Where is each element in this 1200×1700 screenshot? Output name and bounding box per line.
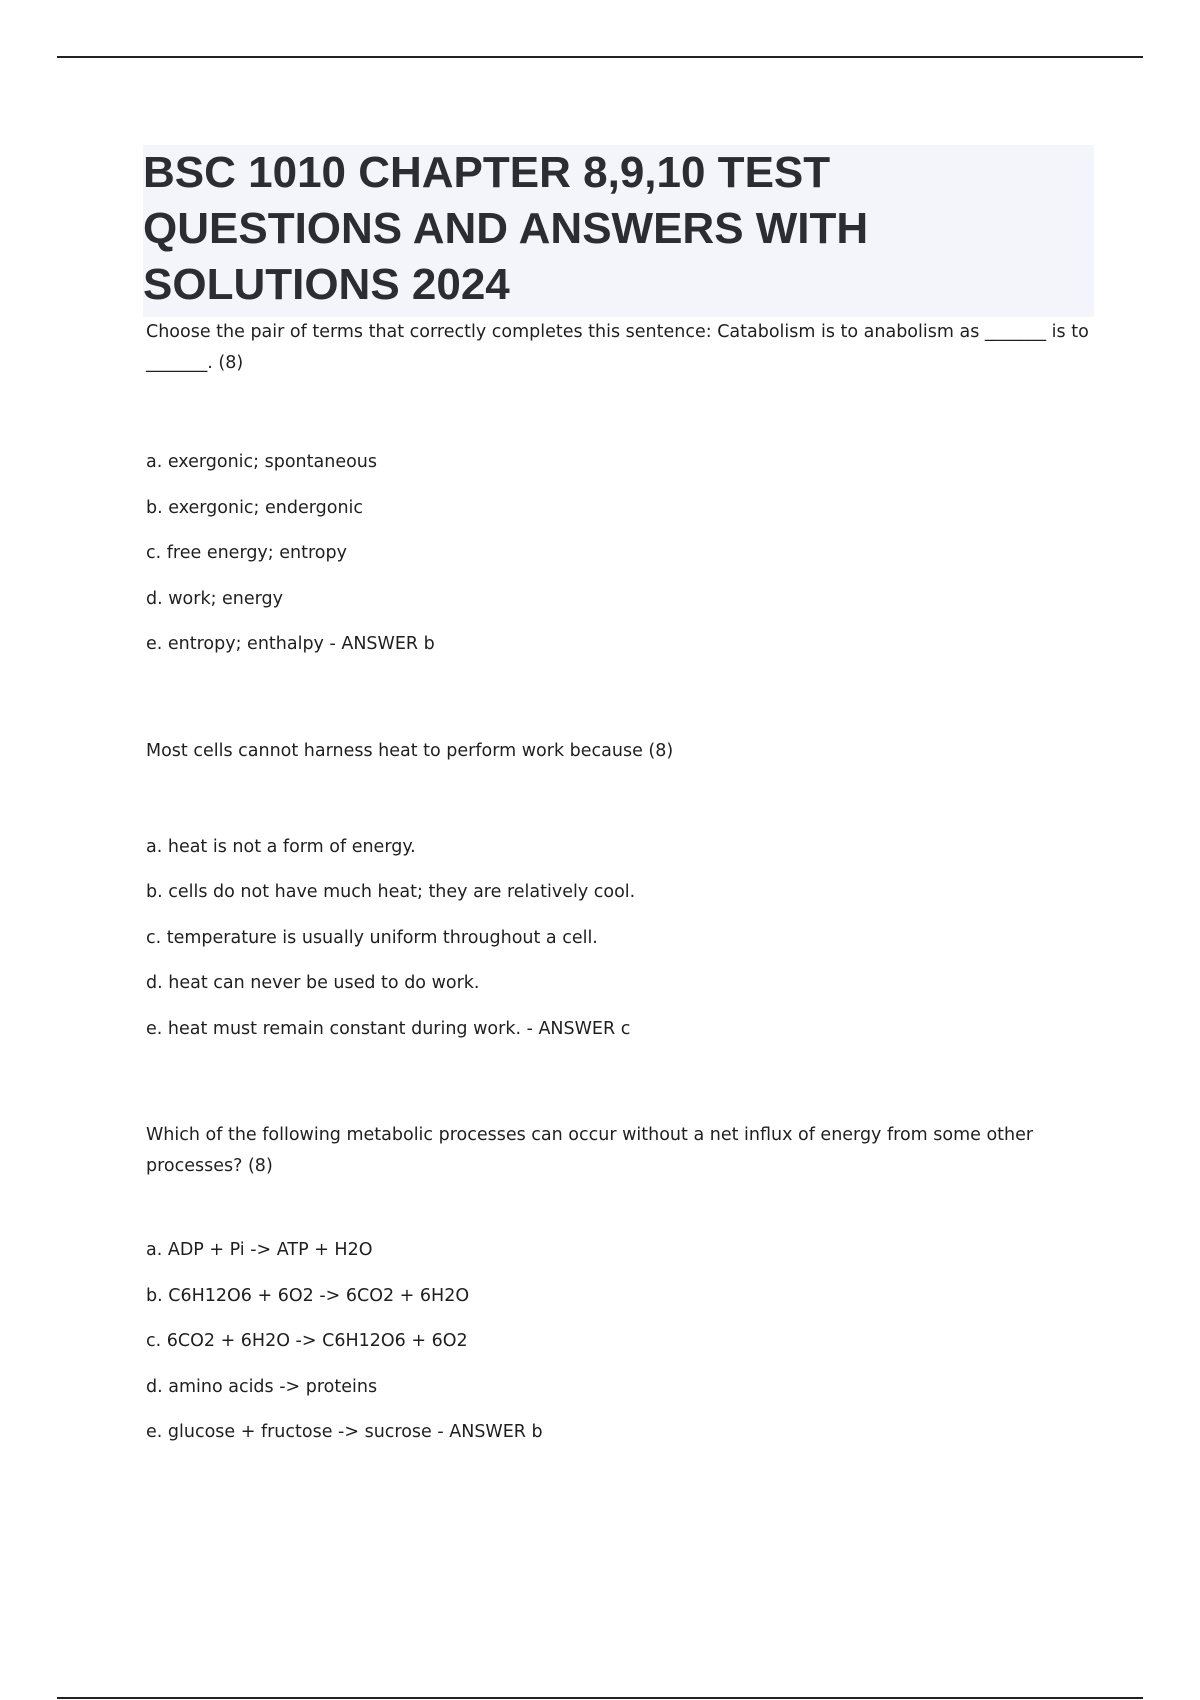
question-2 (146, 736, 1094, 1063)
question-1 (146, 317, 1094, 678)
option-c: c. temperature is usually uniform throughout a cell. (146, 927, 598, 948)
question-text: Most cells cannot harness heat to perform work because (8) (146, 740, 674, 761)
title-box (143, 145, 1094, 317)
option-e-answer: e. glucose + fructose -> sucrose - ANSWER b (146, 1422, 543, 1442)
option-a: a. heat is not a form of energy. (146, 836, 416, 857)
option-e-answer: e. heat must remain constant during work. - ANSWER c (146, 1018, 631, 1039)
option-a: a. ADP + Pi -> ATP + H2O (146, 1240, 373, 1260)
option-d: d. amino acids -> proteins (146, 1376, 378, 1397)
option-a: a. exergonic; spontaneous (146, 452, 378, 472)
question-3 (146, 1120, 1094, 1466)
document-title: BSC 1010 CHAPTER 8,9,10 TEST QUESTIONS AND ANSWERS WITH SOLUTIONS 2024 (143, 148, 869, 309)
option-c: c. free energy; entropy (146, 543, 347, 563)
question-text: Choose the pair of terms that correctly completes this sentence: Catabolism is to anabolism as _______ is to _______. (8) (146, 322, 1089, 373)
document-body (143, 145, 1094, 1466)
option-b: b. cells do not have much heat; they are relatively cool. (146, 882, 636, 902)
question-text: Which of the following metabolic processes can occur without a net influx of energy from some other processes? (8) (146, 1125, 1034, 1176)
option-d: d. work; energy (146, 588, 284, 609)
option-list (146, 450, 1094, 678)
option-b: b. C6H12O6 + 6O2 -> 6CO2 + 6H2O (146, 1285, 470, 1306)
option-c: c. 6CO2 + 6H2O -> C6H12O6 + 6O2 (146, 1331, 468, 1351)
option-d: d. heat can never be used to do work. (146, 973, 480, 993)
option-e-answer: e. entropy; enthalpy - ANSWER b (146, 634, 435, 654)
option-list (146, 835, 1094, 1063)
option-list (146, 1238, 1094, 1466)
option-b: b. exergonic; endergonic (146, 497, 364, 518)
bottom-rule (57, 1697, 1143, 1699)
top-rule (57, 56, 1143, 58)
